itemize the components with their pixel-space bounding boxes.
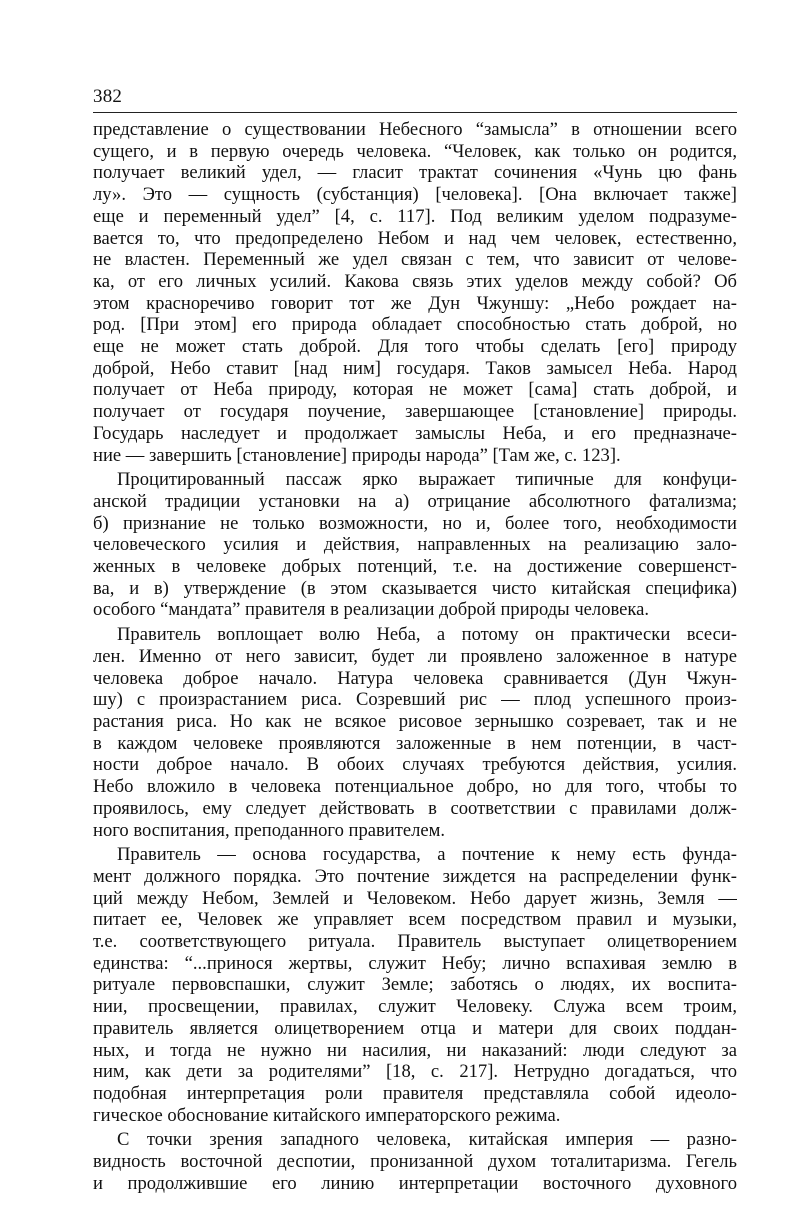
text-line: нии, просвещении, правилах, служит Человеку. Служа всем троим,: [93, 996, 737, 1018]
running-header: [93, 84, 737, 113]
text-line: Правитель — основа государства, а почтение к нему есть фунда-: [117, 844, 737, 866]
text-line: этом красноречиво говорит тот же Дун Чжуншу: „Небо рождает на-: [93, 292, 737, 314]
text-line: т.е. соответствующего ритуала. Правитель выступает олицетворением: [93, 931, 737, 953]
text-line: мент должного порядка. Это почтение зиждется на распределении функ-: [93, 865, 737, 887]
page-number: 382: [93, 86, 123, 107]
text-line: не властен. Переменный же удел связан с тем, что зависит от челове-: [93, 249, 737, 271]
text-line: представление о существовании Небесного “замысла” в отношении всего: [93, 119, 737, 140]
text-line: человека доброе начало. Натура человека сравнивается (Дун Чжун-: [93, 667, 737, 689]
text-line: проявилось, ему следует действовать в соответствии с правилами долж-: [93, 797, 737, 819]
text-line: лен. Именно от него зависит, будет ли проявлено заложенное в натуре: [93, 645, 737, 667]
text-line: подобная интерпретация роли правителя представляла собой идеоло-: [93, 1082, 737, 1104]
text-line: сущего, и в первую очередь человека. “Человек, как только он родится,: [93, 140, 737, 162]
text-line: Небо вложило в человека потенциальное добро, но для того, чтобы то: [93, 776, 737, 798]
text-line: Правитель воплощает волю Неба, а потому он практически всеси-: [117, 624, 737, 646]
text-line: женных в человеке добрых потенций, т.е. на достижение совершенст-: [93, 556, 737, 578]
text-line: еще и переменный удел” [4, с. 117]. Под великим уделом подразуме-: [93, 205, 737, 227]
text-line: вается то, что предопределено Небом и над чем человек, естественно,: [93, 227, 737, 249]
text-line: лу». Это — сущность (субстанция) [человека]. [Она включает также]: [93, 184, 737, 206]
text-line: человеческого усилия и действия, направленных на реализацию зало-: [93, 534, 737, 556]
paragraph: [93, 119, 737, 466]
paragraph: [93, 1129, 737, 1194]
text-line: питает ее, Человек же управляет всем посредством правил и музыки,: [93, 909, 737, 931]
text-line: получает от государя поучение, завершающее [становление] природы.: [93, 401, 737, 423]
text-line: правитель является олицетворением отца и матери для своих поддан-: [93, 1017, 737, 1039]
text-line: особого “мандата” правителя в реализации доброй природы человека.: [93, 599, 650, 621]
text-line: растания риса. Но как не всякое рисовое зернышко созревает, так и не: [93, 710, 737, 732]
text-line: ций между Небом, Землей и Человеком. Небо дарует жизнь, Земля —: [93, 887, 737, 909]
text-line: анской традиции установки на а) отрицание абсолютного фатализма;: [93, 490, 737, 512]
body-text: [93, 119, 737, 1194]
paragraph: [93, 844, 737, 1126]
text-line: видность восточной деспотии, пронизанной духом тоталитаризма. Гегель: [93, 1151, 737, 1173]
text-line: род. [При этом] его природа обладает способностью стать доброй, но: [93, 314, 737, 336]
text-line: ние — завершить [становление] природы народа” [Там же, с. 123].: [93, 444, 621, 466]
text-line: С точки зрения западного человека, китайская империя — разно-: [117, 1129, 737, 1151]
text-line: единства: “...принося жертвы, служит Небу; лично вспахивая землю в: [93, 952, 737, 974]
text-line: ним, как дети за родителями” [18, с. 217]. Нетрудно догадаться, что: [93, 1061, 737, 1083]
text-line: Государь наследует и продолжает замыслы Неба, и его предназначе-: [93, 422, 737, 444]
book-page: [93, 84, 737, 1194]
text-line: б) признание не только возможности, но и, более того, необходимости: [93, 512, 737, 534]
text-line: ритуале первовспашки, служит Земле; заботясь о людях, их воспита-: [93, 974, 737, 996]
text-line: ности доброе начало. В обоих случаях требуются действия, усилия.: [93, 754, 737, 776]
paragraph: [93, 469, 737, 621]
text-line: ка, от его личных усилий. Какова связь этих уделов между собой? Об: [93, 270, 737, 292]
text-line: Процитированный пассаж ярко выражает типичные для конфуци-: [117, 469, 737, 491]
text-line: еще не может стать доброй. Для того чтобы сделать [его] природу: [93, 336, 737, 358]
text-line: гическое обоснование китайского императорского режима.: [93, 1104, 561, 1126]
text-line: и продолжившие его линию интерпретации восточного духовного: [93, 1172, 737, 1194]
text-line: ных, и тогда не нужно ни насилия, ни наказаний: люди следуют за: [93, 1039, 737, 1061]
text-line: доброй, Небо ставит [над ним] государя. Таков замысел Неба. Народ: [93, 357, 737, 379]
paragraph: [93, 624, 737, 841]
text-line: шу) с произрастанием риса. Созревший рис — плод успешного произ-: [93, 689, 737, 711]
text-line: в каждом человеке проявляются заложенные в нем потенции, в част-: [93, 732, 737, 754]
text-line: ва, и в) утверждение (в этом сказывается чисто китайская специфика): [93, 577, 737, 599]
text-line: получает великий удел, — гласит трактат сочинения «Чунь цю фань: [93, 162, 737, 184]
text-line: ного воспитания, преподанного правителем.: [93, 819, 446, 841]
text-line: получает от Неба природу, которая не может [сама] стать доброй, и: [93, 379, 737, 401]
